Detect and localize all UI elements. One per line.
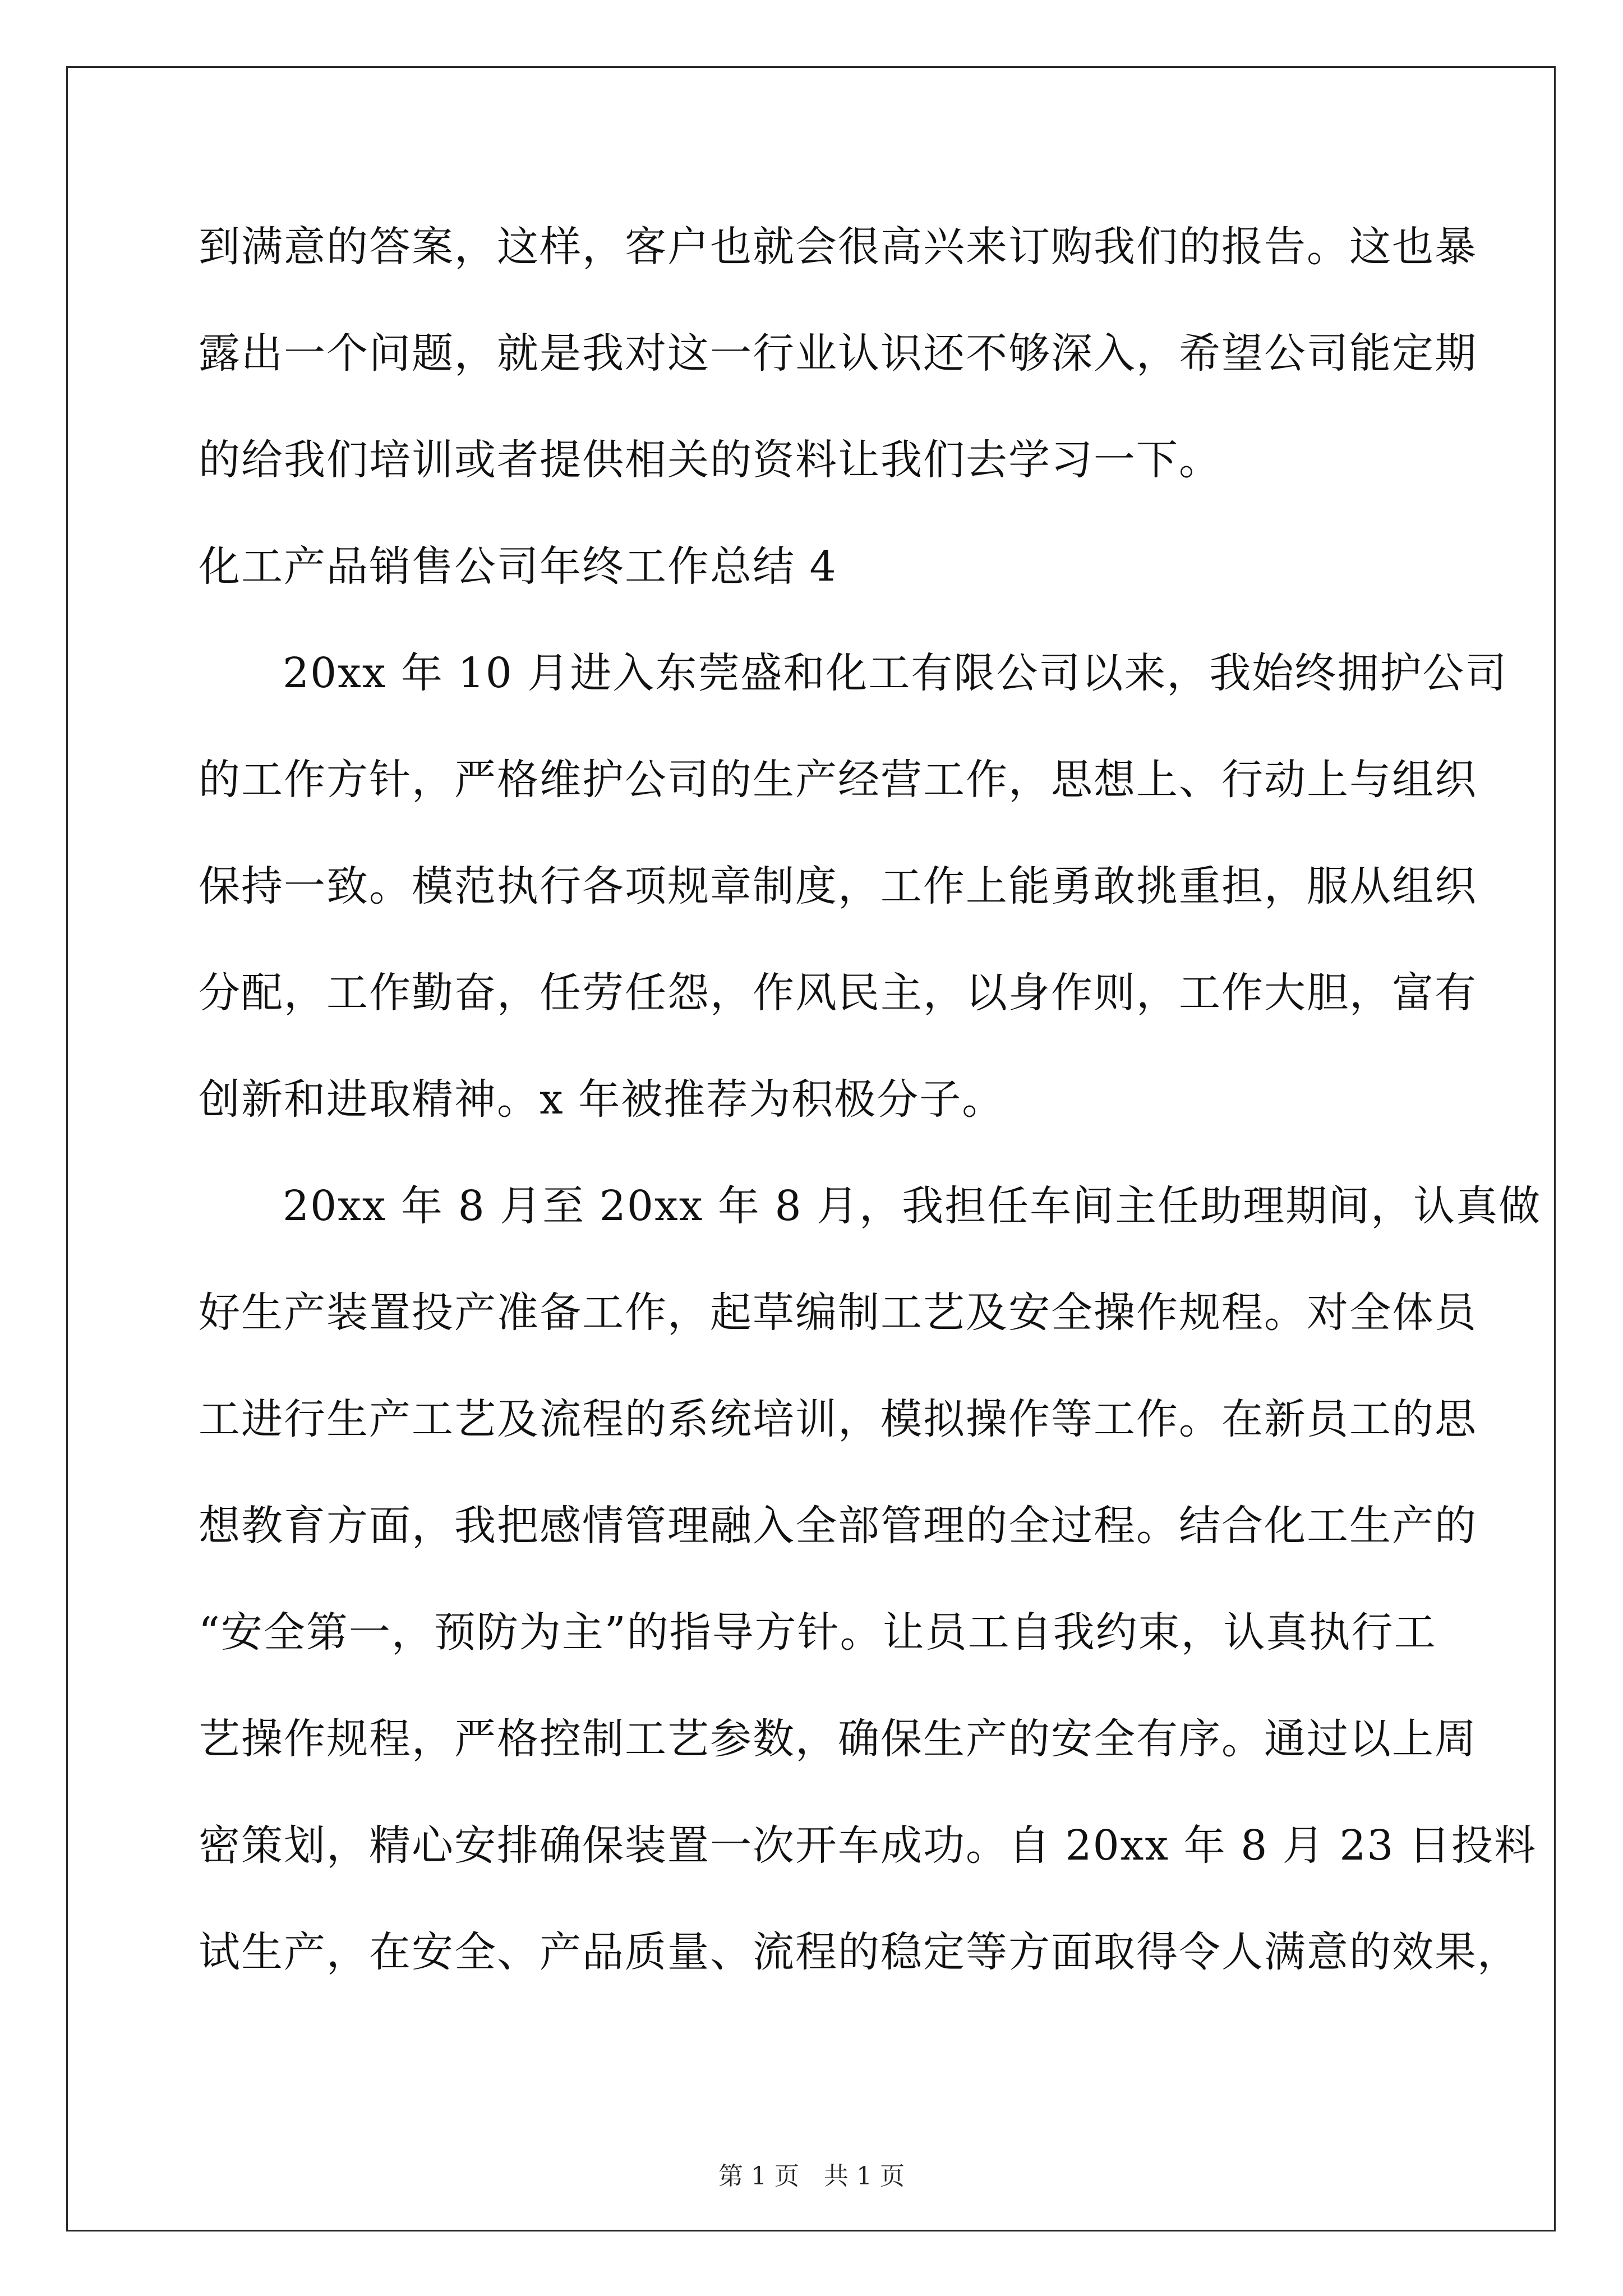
paragraph-line: 艺操作规程，严格控制工艺参数，确保生产的安全有序。通过以上周: [199, 1715, 1477, 1763]
paragraph-line: 20xx 年 10 月进入东莞盛和化工有限公司以来，我始终拥护公司: [283, 649, 1508, 697]
page-border: [66, 66, 1556, 2231]
paragraph-line: “安全第一，预防为主”的指导方针。让员工自我约束，认真执行工: [199, 1608, 1437, 1657]
section-heading: 化工产品销售公司年终工作总结 4: [199, 542, 837, 591]
paragraph-line: 工进行生产工艺及流程的系统培训，模拟操作等工作。在新员工的思: [199, 1395, 1477, 1443]
page-number-footer: 第 1 页 共 1 页: [718, 2162, 905, 2191]
paragraph-line: 保持一致。模范执行各项规章制度，工作上能勇敢挑重担，服从组织: [199, 862, 1477, 910]
paragraph-line: 20xx 年 8 月至 20xx 年 8 月，我担任车间主任助理期间，认真做: [283, 1182, 1542, 1230]
paragraph-line: 创新和进取精神。x 年被推荐为积极分子。: [199, 1075, 1005, 1124]
paragraph-line: 密策划，精心安排确保装置一次开车成功。自 20xx 年 8 月 23 日投料: [199, 1821, 1537, 1870]
paragraph-line: 想教育方面，我把感情管理融入全部管理的全过程。结合化工生产的: [199, 1502, 1477, 1550]
paragraph-line: 的给我们培训或者提供相关的资料让我们去学习一下。: [199, 436, 1221, 484]
paragraph-line: 好生产装置投产准备工作，起草编制工艺及安全操作规程。对全体员: [199, 1289, 1477, 1337]
paragraph-line: 试生产，在安全、产品质量、流程的稳定等方面取得令人满意的效果，: [199, 1928, 1520, 1976]
paragraph-line: 分配，工作勤奋，任劳任怨，作风民主，以身作则，工作大胆，富有: [199, 969, 1477, 1017]
paragraph-line: 到满意的答案，这样，客户也就会很高兴来订购我们的报告。这也暴: [199, 223, 1477, 271]
paragraph-line: 露出一个问题，就是我对这一行业认识还不够深入，希望公司能定期: [199, 329, 1477, 378]
paragraph-line: 的工作方针，严格维护公司的生产经营工作，思想上、行动上与组织: [199, 756, 1477, 804]
